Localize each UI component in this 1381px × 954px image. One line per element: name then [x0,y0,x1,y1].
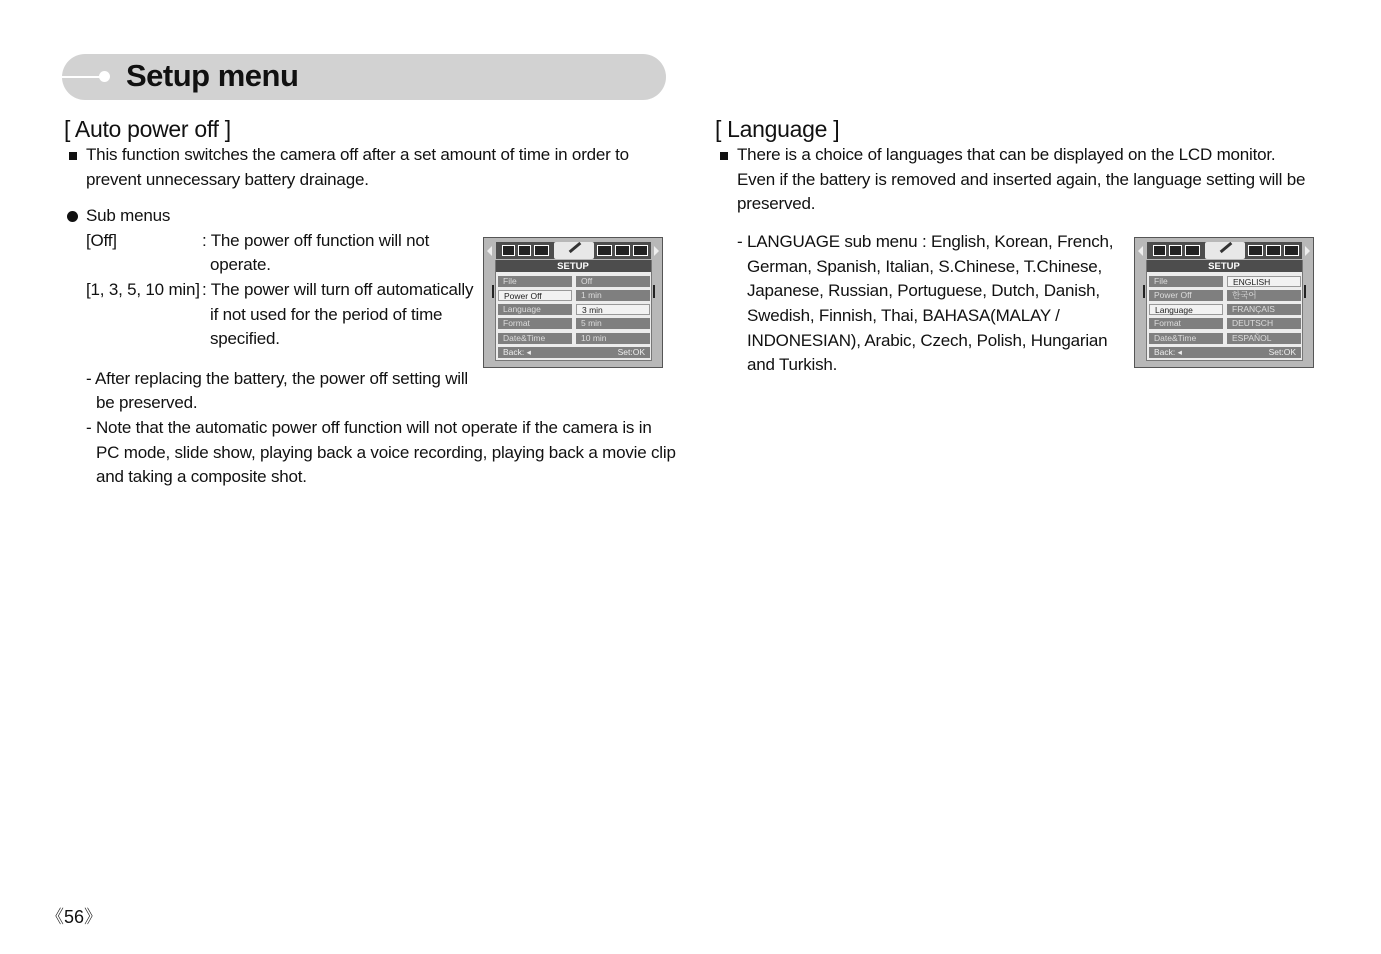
language-intro-3: preserved. [737,194,816,213]
lcd-menu-item: File [1149,276,1223,287]
lcd-menu-item: File [498,276,572,287]
sound-icon [615,245,630,256]
language-submenu-5: INDONESIAN), Arabic, Czech, Polish, Hungarian [747,331,1108,350]
page-title: Setup menu [126,58,299,93]
lcd-side-mark-right [653,285,655,298]
right-arrow-icon [654,246,659,256]
lcd-option: DEUTSCH [1227,318,1301,329]
language-submenu-4: Swedish, Finnish, Thai, BAHASA(MALAY / [747,306,1060,325]
page-number: 《56》 [46,907,103,927]
lcd-option-selected: 3 min [576,304,650,315]
lcd-menu-item: Format [1149,318,1223,329]
lcd-menu-item: Date&Time [1149,333,1223,344]
note-2: - Note that the automatic power off function will not operate if the camera is in [86,418,652,437]
timed-desc-2: if not used for the period of time [210,305,443,324]
battery-icon [1284,245,1299,256]
note-2-cont: PC mode, slide show, playing back a voice recording, playing back a movie clip [96,443,676,462]
auto-power-intro-1: This function switches the camera off after a set amount of time in order to [86,145,629,164]
lcd-side-mark-right [1304,285,1306,298]
lcd-setup-label: SETUP [1208,261,1240,272]
battery-icon [633,245,648,256]
lcd-set-label: Set:OK [617,347,645,357]
lcd-option-selected: ENGLISH [1227,276,1301,287]
lcd-option: 한국어 [1227,290,1301,301]
image-mode-icon [1169,245,1182,256]
lcd-menu-item: Format [498,318,572,329]
left-arrow-icon [1138,246,1143,256]
lcd-menu-item: Power Off [1149,290,1223,301]
language-intro-1: There is a choice of languages that can be displayed on the LCD monitor. [737,145,1276,164]
left-arrow-icon [487,246,492,256]
lcd-language-screen [1134,237,1314,368]
header-dot-icon [99,71,110,82]
lcd-bottombar [1149,347,1301,358]
language-title: [ Language ] [715,116,840,142]
bullet-square-icon [69,152,77,160]
header-line [62,76,100,78]
note-1: - After replacing the battery, the power off setting will [86,369,469,388]
lcd-menu-item-selected: Language [1149,304,1223,315]
person-icon [1248,245,1263,256]
lcd-bottombar [498,347,650,358]
off-key: [Off] [86,231,117,250]
submenus-label: Sub menus [86,206,171,225]
lcd-option: Off [576,276,650,287]
lcd-side-mark-left [1143,285,1145,298]
auto-power-intro-2: prevent unnecessary battery drainage. [86,170,369,189]
auto-power-off-title: [ Auto power off ] [64,116,231,142]
lcd-menu-item: Date&Time [498,333,572,344]
lcd-option: FRANÇAIS [1227,304,1301,315]
camera-mode-icon [502,245,515,256]
lcd-setup-label: SETUP [557,261,589,272]
language-submenu-1: - LANGUAGE sub menu : English, Korean, French, [737,232,1114,251]
lcd-menu-item-selected: Power Off [498,290,572,301]
right-arrow-icon [1305,246,1310,256]
lcd-power-off-screen [483,237,663,368]
lcd-menu-item: Language [498,304,572,315]
lcd-set-label: Set:OK [1268,347,1296,357]
language-intro-2: Even if the battery is removed and inserted again, the language setting will be [737,170,1306,189]
display-mode-icon [1185,245,1200,256]
language-submenu-2: German, Spanish, Italian, S.Chinese, T.Chinese, [747,257,1103,276]
lcd-side-mark-left [492,285,494,298]
lcd-back-label: Back: ◂ [1154,347,1182,357]
image-mode-icon [518,245,531,256]
off-desc-1: : The power off function will not [202,231,430,250]
off-desc-2: operate. [210,255,271,274]
note-2-cont-2: and taking a composite shot. [96,467,307,486]
lcd-option: ESPAÑOL [1227,333,1301,344]
camera-mode-icon [1153,245,1166,256]
person-icon [597,245,612,256]
sound-icon [1266,245,1281,256]
language-submenu-6: and Turkish. [747,355,838,374]
language-submenu-3: Japanese, Russian, Portuguese, Dutch, Danish, [747,281,1100,300]
bullet-dot-icon [67,211,78,222]
lcd-option: 1 min [576,290,650,301]
lcd-back-label: Back: ◂ [503,347,531,357]
timed-key: [1, 3, 5, 10 min] [86,280,200,299]
note-1-cont: be preserved. [96,393,198,412]
timed-desc-1: : The power will turn off automatically [202,280,474,299]
lcd-option: 10 min [576,333,650,344]
lcd-option: 5 min [576,318,650,329]
bullet-square-icon [720,152,728,160]
timed-desc-3: specified. [210,329,280,348]
display-mode-icon [534,245,549,256]
